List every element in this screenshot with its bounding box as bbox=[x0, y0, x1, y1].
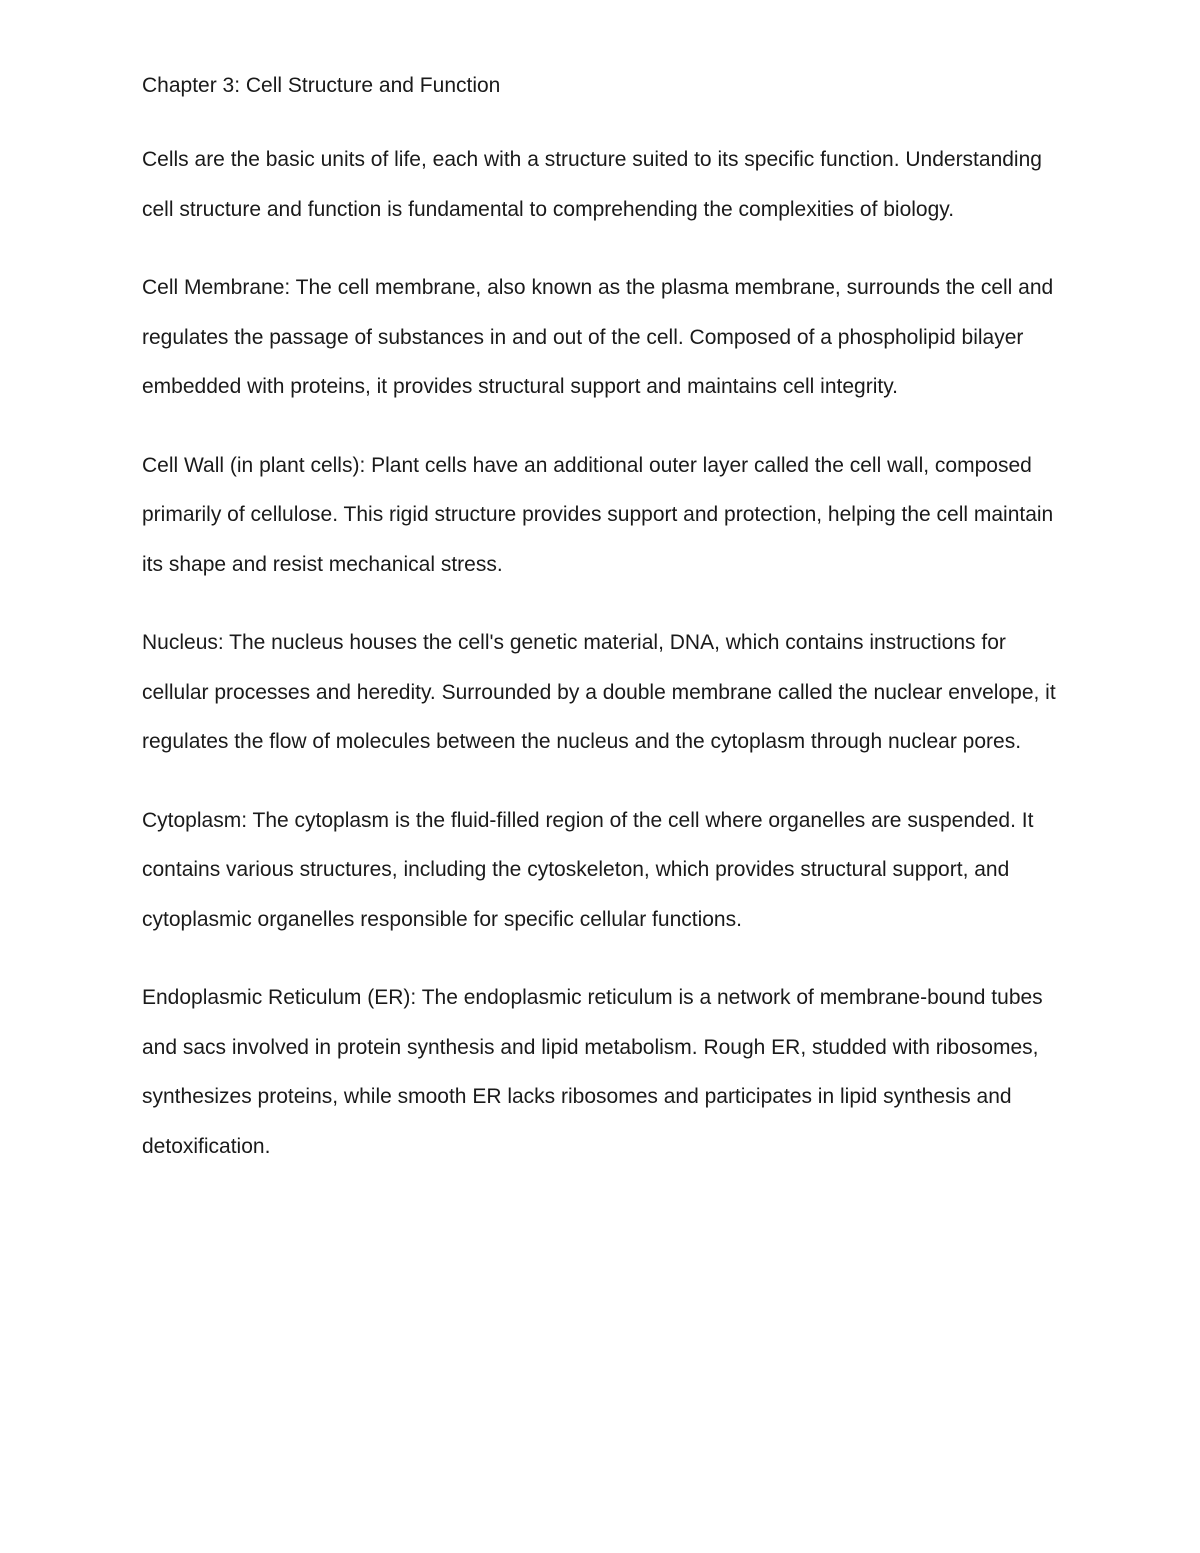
paragraph-cytoplasm: Cytoplasm: The cytoplasm is the fluid-filled region of the cell where organelles are suspended. It contains various structures, including the cytoskeleton, which provides structural support, and cytoplasmic organelles responsible for specific cellular functions. bbox=[142, 808, 1034, 931]
document-body bbox=[142, 66, 1062, 1200]
chapter-title: Chapter 3: Cell Structure and Function bbox=[142, 74, 501, 97]
paragraph-cell-wall: Cell Wall (in plant cells): Plant cells have an additional outer layer called the cell wall, composed primarily of cellulose. This rigid structure provides support and protection, helping the cell maintain its shape and resist mechanical stress. bbox=[142, 453, 1054, 576]
paragraph-nucleus: Nucleus: The nucleus houses the cell's genetic material, DNA, which contains instructions for cellular processes and heredity. Surrounded by a double membrane called the nuclear envelope, it regulates the flow of molecules between the nucleus and the cytoplasm through nuclear pores. bbox=[142, 631, 1056, 753]
paragraph-intro: Cells are the basic units of life, each with a structure suited to its specific function. Understanding cell structure and function is fundamental to comprehending the complexities of biology. bbox=[142, 148, 1042, 221]
paragraph-cell-membrane: Cell Membrane: The cell membrane, also known as the plasma membrane, surrounds the cell and regulates the passage of substances in and out of the cell. Composed of a phospholipid bilayer embedded with proteins, it provides structural support and maintains cell integrity. bbox=[142, 276, 1054, 398]
paragraph-endoplasmic-reticulum: Endoplasmic Reticulum (ER): The endoplasmic reticulum is a network of membrane-bound tubes and sacs involved in protein synthesis and lipid metabolism. Rough ER, studded with ribosomes, synthesizes proteins, while smooth ER lacks ribosomes and participates in lipid synthesis and detoxification. bbox=[142, 986, 1043, 1158]
